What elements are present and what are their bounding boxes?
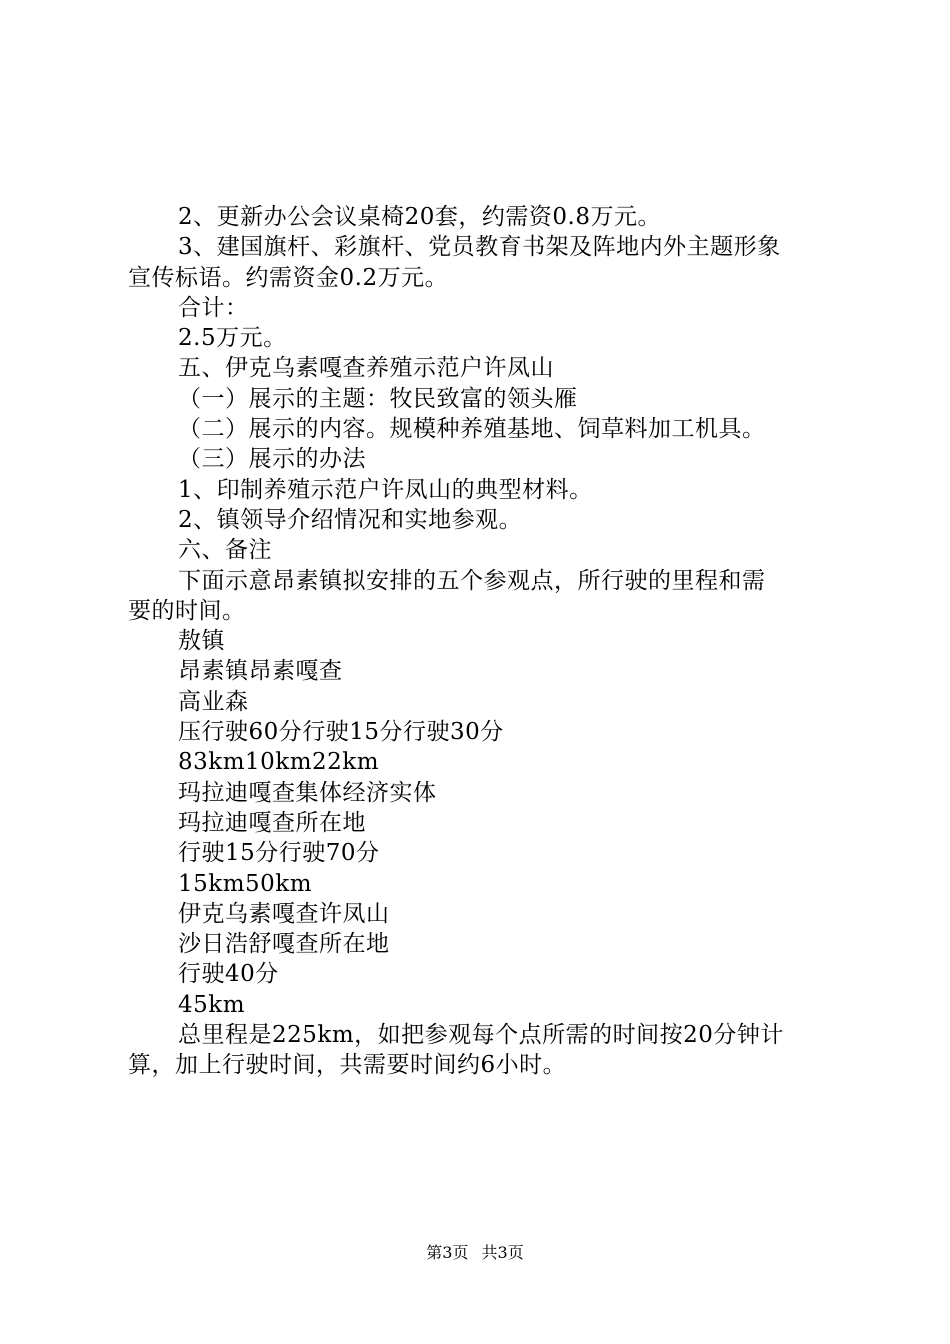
paragraph-line: 玛拉迪嘎查所在地: [178, 809, 366, 836]
paragraph-line: 2、更新办公会议桌椅20套，约需资0.8万元。: [178, 204, 661, 230]
paragraph-line: 昂素镇昂素嘎查: [178, 658, 343, 685]
paragraph-line: 玛拉迪嘎查集体经济实体: [178, 779, 437, 806]
paragraph-line: 83km10km22km: [178, 749, 380, 776]
paragraph-line: （三）展示的办法: [178, 446, 366, 473]
paragraph-line: 1、印制养殖示范户许凤山的典型材料。: [178, 476, 593, 503]
paragraph-line: 压行驶60分行驶15分行驶30分: [178, 719, 504, 746]
paragraph-line: 算，加上行驶时间，共需要时间约6小时。: [128, 1052, 567, 1079]
paragraph-line: 宣传标语。约需资金0.2万元。: [128, 264, 449, 291]
paragraph-line: 45km: [178, 991, 246, 1018]
paragraph-line: 伊克乌素嘎查许凤山: [178, 900, 390, 927]
paragraph-line: 行驶15分行驶70分: [178, 840, 380, 867]
paragraph-line: 沙日浩舒嘎查所在地: [178, 931, 390, 958]
paragraph-line: 总里程是225km，如把参观每个点所需的时间按20分钟计: [178, 1022, 784, 1049]
paragraph-line: 六、备注: [178, 537, 272, 564]
paragraph-line: 2、镇领导介绍情况和实地参观。: [178, 506, 523, 533]
paragraph-line: 五、伊克乌素嘎查养殖示范户许凤山: [178, 355, 554, 382]
paragraph-line: 行驶40分: [178, 961, 279, 988]
paragraph-line: 要的时间。: [128, 597, 246, 624]
paragraph-line: 3、建国旗杆、彩旗杆、党员教育书架及阵地内外主题形象: [178, 234, 781, 261]
paragraph-line: 下面示意昂素镇拟安排的五个参观点，所行驶的里程和需: [178, 567, 766, 594]
page-current: 第3页: [426, 1243, 469, 1262]
document-body: [128, 202, 832, 1081]
paragraph-line: （二）展示的内容。规模种养殖基地、饲草料加工机具。: [178, 416, 766, 443]
paragraph-line: 高业森: [178, 688, 249, 715]
page-footer: [0, 1243, 950, 1263]
paragraph-line: （一）展示的主题：牧民致富的领头雁: [178, 385, 578, 412]
paragraph-line: 敖镇: [178, 628, 225, 655]
page-total: 共3页: [481, 1243, 524, 1262]
paragraph-line: 15km50km: [178, 870, 313, 897]
paragraph-line: 2.5万元。: [178, 325, 287, 352]
paragraph-line: 合计：: [178, 294, 249, 321]
